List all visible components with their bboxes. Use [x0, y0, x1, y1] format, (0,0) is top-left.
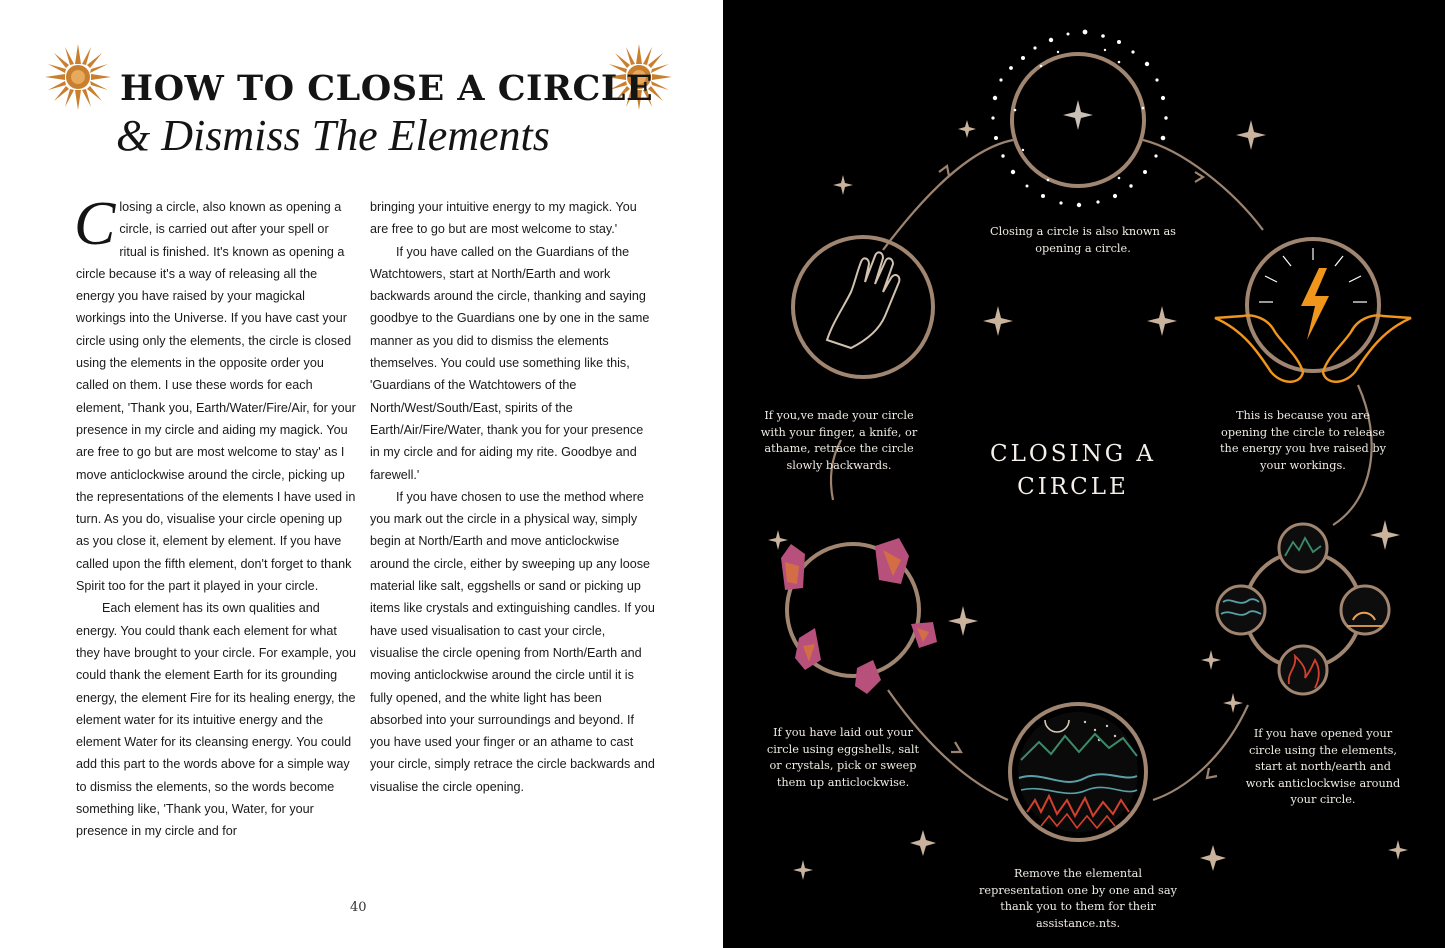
lightning-hands-icon [1215, 239, 1411, 382]
diagram-title-line1: CLOSING A [990, 441, 1156, 467]
connector-arc [1143, 140, 1263, 230]
arrow-head [1195, 172, 1203, 182]
page-title: HOW TO CLOSE A CIRCLE [120, 68, 654, 109]
sparkle-star-icon [1370, 520, 1400, 550]
caption-lower-left: If you have laid out your circle using eggshells, salt or crystals, pick or sweep them up anticlockwise. [766, 726, 920, 789]
sparkle-star-icon [793, 860, 813, 880]
sparkle-star-icon [1236, 120, 1266, 150]
crystal-circle-icon [781, 538, 937, 694]
paragraph: If you have called on the Guardians of the Watchtowers, start at North/Earth and work backwards around the circle, thanking and saying goodbye to the Guardians one by one in the same manner as you did to dismiss the elements themselves. You could use something like this, 'Guardians of the Watchtowers of the North/West/South/East, spirits of the Earth/Air/Fire/Water, thank you for your presence in my circle and for aiding my rite. Goodbye and farewell.' [370, 244, 650, 482]
caption-bottom: Remove the elemental representation one by one and say thank you to them for their assistance.nts. [979, 867, 1177, 930]
diagram-title-line2: CIRCLE [1017, 474, 1129, 500]
sparkle-star-icon [1223, 693, 1243, 713]
sparkle-star-icon [1147, 306, 1177, 336]
sparkle-star-icon [768, 530, 788, 550]
sparkle-star-icon [1201, 650, 1221, 670]
sparkle-star-icon [983, 306, 1013, 336]
paragraph: bringing your intuitive energy to my magick. You are free to go but are most welcome to stay.' [370, 200, 637, 237]
paragraph: Each element has its own qualities and energy. You could thank each element for what they have brought to your circle. For example, you could thank the element Earth for its grounding energy, the element Fire for its healing energy, the element water for its intuitive energy and the element Water for its cleansing energy. You could add this part to the words above for a simple way to dismiss the elements, so the words become something like, 'Thank you, Water, for your presence in my circle and for [76, 601, 357, 839]
elements-circle-icon [1217, 524, 1389, 694]
sparkle-star-icon [958, 120, 976, 138]
page-subtitle: & Dismiss The Elements [116, 111, 550, 160]
arrow-head [951, 742, 961, 752]
paragraph: If you have chosen to use the method where you mark out the circle in a physical way, simply begin at North/Earth and move anticlockwise around the circle, either by sweeping up any loose material like salt, eggshells or sand or picking up items like crystals and extinguishing candles. If you have used visualisation to cast your circle, visualise the circle opening from North/Earth and moving anticlockwise around the circle until it is fully opened, and the white light has been absorbed into your surroundings and beyond. If you have used your finger or an athame to cast your circle, simply retrace the circle backwards and visualise the circle opening. [370, 489, 655, 794]
page-number: 40 [350, 900, 367, 915]
sparkle-star-icon [833, 175, 853, 195]
sparkle-star-icon [910, 830, 936, 856]
caption-top: Closing a circle is also known as opening a circle. [990, 225, 1176, 255]
text-column-left [74, 190, 358, 843]
sparkle-star-icon [1200, 845, 1226, 871]
arrow-head [1207, 768, 1217, 778]
diagram-title [973, 438, 1173, 504]
paragraph: Closing a circle, also known as opening a circle, is carried out after your spell or ritual is finished. It's known as opening a circle because it's a way of releasing all the energy you have raised by your magickal workings into the Universe. If you have cast your circle using only the elements, the circle is closed using the elements in the opposite order you called on them. I use these words for each element, 'Thank you, Earth/Water/Fire/Air, for your presence in my circle and aiding my magick. You are free to go but are most welcome to stay' as I move anticlockwise around the circle, picking up the representations of the elements I have used in turn. As you do, visualise your circle opening up as you close it, element by element. If you have called upon the fifth element, don't forget to thank Spirit too for the part it played in your circle. [74, 190, 356, 594]
sun-icon [45, 44, 111, 110]
caption-right: This is because you are opening the circle to release the energy you hve raised by your workings. [1220, 409, 1386, 472]
right-page [723, 0, 1445, 948]
dropcap: C [74, 190, 116, 258]
arrow-head [939, 166, 949, 176]
hand-icon [793, 237, 933, 377]
element-landscape-icon [1010, 704, 1146, 840]
caption-lower-right: If you have opened your circle using the elements, start at north/earth and work anticlockwise around your circle. [1245, 727, 1401, 807]
sparkle-star-icon [1388, 840, 1408, 860]
caption-left: If you,ve made your circle with your finger, a knife, or athame, retrace the circle slowly backwards. [760, 409, 918, 472]
sparkle-star-icon [948, 606, 978, 636]
text-column-right [370, 196, 655, 798]
connector-arc [1153, 705, 1248, 800]
stars-circle-icon [991, 30, 1167, 208]
